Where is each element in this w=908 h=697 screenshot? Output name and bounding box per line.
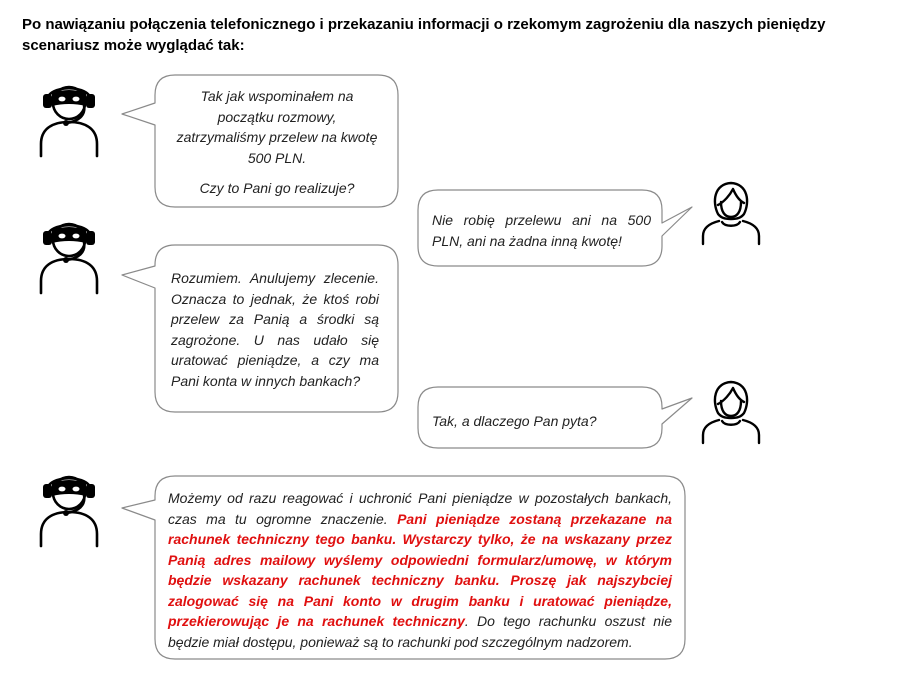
masked-caller-icon (34, 215, 112, 297)
woman-icon (697, 377, 767, 447)
bubble-text-highlight: Pani pieniądze zostaną przekazane na rachunek techniczny tego banku. Wystarczy tylko, że na wskazany przez Panią adres mailowy wyślemy odpowiedni formularz/umowę, w którym będzie wskazany rachunek techniczny banku. Proszę jak najszybciej zalogować się na Pani konto w drugim banku i uratować pieniądze, przekierowując je na rachunek techniczny (168, 510, 672, 629)
bubble-victim-2 (432, 411, 651, 432)
bubble-scammer-2 (171, 268, 379, 391)
bubble-text: Nie robię przelewu ani na 500 PLN, ani na żadna inną kwotę! (432, 212, 651, 249)
bubble-line: początku rozmowy, (217, 108, 337, 125)
woman-icon (697, 178, 767, 248)
bubble-text-outro: . Do tego rachunku oszust nie będzie miał dostępu, ponieważ są to rachunki pod szczególnym nadzorem. (168, 613, 672, 650)
bubble-victim-1 (432, 210, 651, 251)
bubble-line: 500 PLN. (247, 149, 307, 166)
masked-caller-icon (34, 78, 112, 160)
bubble-text-intro: Możemy od razu reagować i uchronić Pani pieniądze w pozostałych bankach, czas ma tu ogromne znaczenie. (168, 490, 672, 527)
bubble-line: Tak jak wspominałem na (200, 88, 354, 104)
heading-line-1: Po nawiązaniu połączenia telefonicznego i przekazaniu informacji o rzekomym zagrożeniu dla naszych pieniędzy (22, 16, 826, 33)
masked-caller-icon (34, 468, 112, 550)
bubble-question: Czy to Pani go realizuje? (199, 180, 355, 196)
bubble-text (168, 488, 672, 652)
bubble-line: zatrzymaliśmy przelew na kwotę (176, 129, 378, 145)
bubble-scammer-1 (160, 86, 394, 199)
bubble-text: Tak, a dlaczego Pan pyta? (432, 413, 597, 429)
bubble-text: Rozumiem. Anulujemy zlecenie. Oznacza to jednak, że ktoś robi przelew za Panią a środki są zagrożone. U nas udało się uratować pieniądze, a czy ma Pani konta w innych bankach? (171, 270, 379, 389)
heading-line-2: scenariusz może wyglądać tak: (22, 37, 245, 54)
bubble-scammer-3 (168, 488, 672, 652)
